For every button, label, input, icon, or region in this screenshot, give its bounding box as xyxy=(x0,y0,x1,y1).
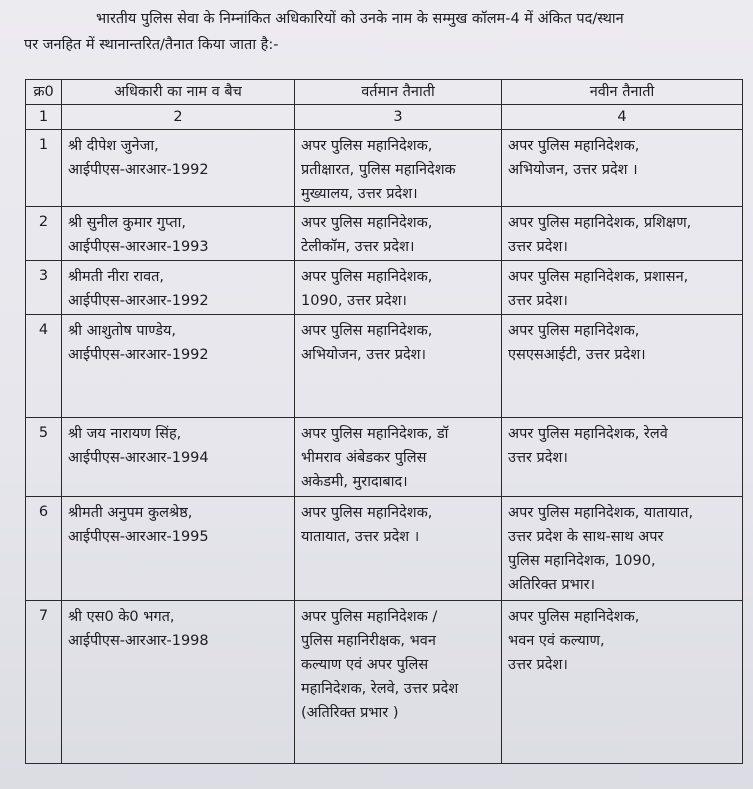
officer-batch: आईपीएस-आरआर-1993 xyxy=(68,239,209,255)
column-number-row xyxy=(26,105,743,130)
officer-name: श्रीमती अनुपम कुलश्रेष्ठ, xyxy=(68,505,193,521)
intro-line-1: भारतीय पुलिस सेवा के निम्नांकित अधिकारियों को उनके नाम के सम्मुख कॉलम-4 में अंकित पद/स्थान xyxy=(96,11,624,27)
officer-name: श्री जय नारायण सिंह, xyxy=(68,426,182,442)
current-posting: अपर पुलिस महानिदेशक / पुलिस महानिरीक्षक, भवन कल्याण एवं अपर पुलिस महानिदेशक, रेलवे, उत्तर प्रदेश (अतिरिक्त प्रभार ) xyxy=(295,601,502,764)
officer-name: श्री आशुतोष पाण्डेय, xyxy=(68,323,176,339)
serial-number: 5 xyxy=(26,418,62,497)
intro-line-2: पर जनहित में स्थानान्तरित/तैनात किया जाता है:- xyxy=(24,37,279,53)
serial-number: 1 xyxy=(26,130,62,207)
officer-name: श्री एस0 के0 भगत, xyxy=(68,609,175,625)
current-posting: अपर पुलिस महानिदेशक, यातायात, उत्तर प्रदेश । xyxy=(295,497,502,601)
transfer-table xyxy=(25,79,743,764)
officer-cell xyxy=(62,601,295,764)
serial-number: 6 xyxy=(26,497,62,601)
officer-batch: आईपीएस-आरआर-1998 xyxy=(68,633,209,649)
header-serial: क्र0 xyxy=(26,80,62,105)
serial-number: 2 xyxy=(26,207,62,261)
officer-batch: आईपीएस-आरआर-1992 xyxy=(68,293,209,309)
officer-cell xyxy=(62,261,295,315)
table-row xyxy=(26,261,743,315)
table-row xyxy=(26,418,743,497)
table-row xyxy=(26,497,743,601)
header-new-posting: नवीन तैनाती xyxy=(502,80,743,105)
current-posting: अपर पुलिस महानिदेशक, डॉ भीमराव अंबेडकर पुलिस अकेडमी, मुरादाबाद। xyxy=(295,418,502,497)
table-row xyxy=(26,207,743,261)
header-officer: अधिकारी का नाम व बैच xyxy=(62,80,295,105)
officer-cell xyxy=(62,130,295,207)
current-posting: अपर पुलिस महानिदेशक, टेलीकॉम, उत्तर प्रदेश। xyxy=(295,207,502,261)
current-posting: अपर पुलिस महानिदेशक, 1090, उत्तर प्रदेश। xyxy=(295,261,502,315)
column-number: 2 xyxy=(62,105,295,130)
column-number: 1 xyxy=(26,105,62,130)
header-row xyxy=(26,80,743,105)
serial-number: 7 xyxy=(26,601,62,764)
current-posting: अपर पुलिस महानिदेशक, प्रतीक्षारत, पुलिस महानिदेशक मुख्यालय, उत्तर प्रदेश। xyxy=(295,130,502,207)
officer-batch: आईपीएस-आरआर-1994 xyxy=(68,450,209,466)
column-number: 3 xyxy=(295,105,502,130)
current-posting: अपर पुलिस महानिदेशक, अभियोजन, उत्तर प्रदेश। xyxy=(295,315,502,418)
officer-cell xyxy=(62,497,295,601)
officer-cell xyxy=(62,207,295,261)
new-posting: अपर पुलिस महानिदेशक, प्रशासन, उत्तर प्रदेश। xyxy=(502,261,743,315)
officer-batch: आईपीएस-आरआर-1995 xyxy=(68,529,209,545)
officer-name: श्री दीपेश जुनेजा, xyxy=(68,138,159,154)
header-current-posting: वर्तमान तैनाती xyxy=(295,80,502,105)
officer-name: श्रीमती नीरा रावत, xyxy=(68,269,165,285)
column-number: 4 xyxy=(502,105,743,130)
serial-number: 4 xyxy=(26,315,62,418)
officer-cell xyxy=(62,418,295,497)
table-row xyxy=(26,601,743,764)
officer-cell xyxy=(62,315,295,418)
intro-paragraph xyxy=(24,6,734,58)
table-row xyxy=(26,315,743,418)
new-posting: अपर पुलिस महानिदेशक, एसएसआईटी, उत्तर प्रदेश। xyxy=(502,315,743,418)
new-posting: अपर पुलिस महानिदेशक, रेलवे उत्तर प्रदेश। xyxy=(502,418,743,497)
new-posting: अपर पुलिस महानिदेशक, प्रशिक्षण, उत्तर प्रदेश। xyxy=(502,207,743,261)
new-posting: अपर पुलिस महानिदेशक, भवन एवं कल्याण, उत्तर प्रदेश। xyxy=(502,601,743,764)
new-posting: अपर पुलिस महानिदेशक, अभियोजन, उत्तर प्रदेश । xyxy=(502,130,743,207)
table-row xyxy=(26,130,743,207)
new-posting: अपर पुलिस महानिदेशक, यातायात, उत्तर प्रदेश के साथ-साथ अपर पुलिस महानिदेशक, 1090, अतिरिक्त प्रभार। xyxy=(502,497,743,601)
officer-name: श्री सुनील कुमार गुप्ता, xyxy=(68,215,187,231)
officer-batch: आईपीएस-आरआर-1992 xyxy=(68,162,209,178)
officer-batch: आईपीएस-आरआर-1992 xyxy=(68,347,209,363)
serial-number: 3 xyxy=(26,261,62,315)
